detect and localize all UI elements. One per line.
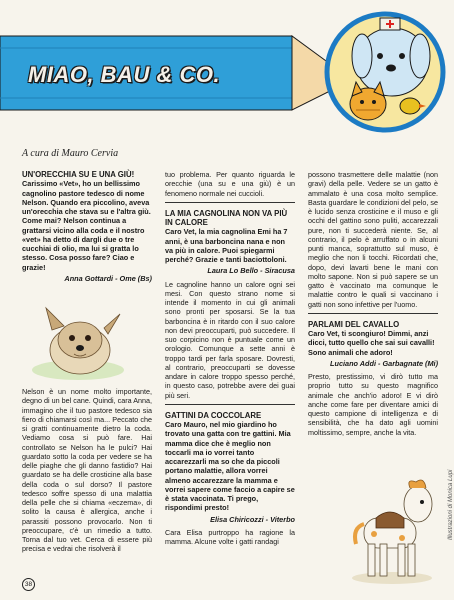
column-2: [165, 170, 295, 546]
page-title: MIAO, BAU & CO.: [28, 62, 221, 87]
answer-continuation: tuo problema. Per quanto riguarda le orecchie (una su e una giù) è un fenomeno normale nei cuccioli.: [165, 170, 295, 198]
header-banner: [0, 0, 451, 140]
vet-answer: Le cagnoline hanno un calore ogni sei mesi. Con questo strano nome si intende il momento in cui gli animali sono pronti per sposarsi. Se la tua barboncina è in ritardo con il suo calore non devi preoccuparti, può succedere. Il suo corpicino non è puntuale come un orologio. Comunque a sette anni è troppo tardi per farla sposare. Dovresti, al contrario, preoccuparti se dovesse andare in calore troppo spesso perché, in questo caso, potrebbe avere dei guai più seri.: [165, 279, 295, 400]
byline: A cura di Mauro Cervia: [22, 148, 119, 159]
letter-heading: LA MIA CAGNOLINA NON VA PIÙ IN CALORE: [165, 208, 288, 228]
section-divider: [165, 202, 295, 203]
letter-heading: UN'ORECCHIA SU E UNA GIÙ!: [22, 170, 135, 179]
letter-heading: PARLAMI DEL CAVALLO: [308, 319, 400, 329]
cat-cartoon-icon: [350, 82, 386, 120]
reader-signature: Laura Lo Bello - Siracusa: [207, 266, 295, 276]
vet-answer: Nelson è un nome molto importante, degno di un bel cane. Quindi, cara Anna, immagino che il tuo pastore tedesco sia fiero di chiamarsi così ma... Peccato che si gratti continuamente dietro la coda. Vediamo cosa si può fare. Hai controllato se Nelson ha le pulci? Hai guardato sotto la coda per vedere se ha delle piaghe che gli danno fastidio? Hai guardato se ha delle crosticine alla base della coda o sul dorso? Il pastore tedesco soffre spesso di una malattia della pelle che si chiama «eczema», di solito la causa è allergica, anche i parassiti possono provocarlo. Non ti preoccupare, c'è un rimedio a tutto. Torna dal tuo vet. Cerca di essere più precisa e vedrai che risolverà il: [22, 387, 152, 554]
answer-continuation: possono trasmettere delle malattie (non gravi) della pelle. Vedere se un gatto è ammalato è una cosa molto semplice. Basta guardare le condizioni del pelo, se è lucido senza crosticine e il muso e gli occhi del gattino sono puliti, accarezzali pure, non ti succederà niente. Se, al contrario, il pelo è arruffato o in alcuni punti manca, soprattutto sul muso, è meglio che non li tocchi. Ricordati che, dopo, devi lavarti bene le mani con molto sapone. Non si può sapere se un gatto è vaccinato ma comunque le malattie contro le quali si vaccinano i gatti non sono infettive per l'uomo.: [308, 170, 438, 309]
letter-heading: GATTINI DA COCCOLARE: [165, 410, 262, 420]
pony-illustration: [340, 468, 438, 586]
illustration-credit: Illustrazioni di Monica Lupi: [448, 469, 454, 540]
reader-question: Caro Vet, ti scongiuro! Dimmi, anzi dicci, tutto quello che sai sui cavalli! Sono animali che adoro!: [308, 329, 435, 357]
vet-answer: Cara Elisa purtroppo ha ragione la mamma. Alcune volte i gatti randagi: [165, 527, 295, 547]
reader-question: Caro Mauro, nel mio giardino ho trovato una gatta con tre gattini. Mia mamma dice che è meglio non toccarli ma io vorrei tanto accarezzarli ma so che da piccoli portano malattie, allora vorrei almeno accarezzare la mamma e vorrei sapere come faccio a capire se è stata vaccinata. Ti prego, rispondimi presto!: [165, 420, 295, 513]
page-number: 38: [22, 578, 35, 591]
reader-question: Carissimo «Vet», ho un bellissimo cagnolino pastore tedesco di nome Nelson. Quando era piccolino, aveva un'orecchia che stava su e l'altra giù. Come mai? Nelson continua a grattarsi vicino alla coda e il nostro «vet» ha detto di dargli due o tre cucchiai di olio, ma lui si gratta lo stesso. Cosa posso fare? Ciao e grazie!: [22, 179, 151, 272]
section-divider: [165, 404, 295, 405]
column-3: [308, 170, 438, 437]
german-shepherd-puppy-illustration: [24, 300, 132, 384]
reader-signature: Anna Gottardi - Ome (Bs): [64, 273, 152, 283]
reader-signature: Luciano Addi - Garbagnate (Mi): [330, 358, 438, 368]
vet-answer: Presto, prestissimo, vi dirò tutto ma proprio tutto su questo magnifico animale che anch'io adoro! E vi dirò anche come fare per diventare amici di questo campione di intelligenza e di sensibilità, che ha dato agli uomini moltissimo, sempre, anche la vita.: [308, 372, 438, 437]
reader-question: Caro Vet, la mia cagnolina Emi ha 7 anni, è una barboncina nana e non va più in calore. Puoi spiegarmi perché? Grazie e tanti baciottoloni.: [165, 227, 288, 265]
section-divider: [308, 313, 438, 314]
reader-signature: Elisa Chiricozzi - Viterbo: [210, 514, 295, 524]
